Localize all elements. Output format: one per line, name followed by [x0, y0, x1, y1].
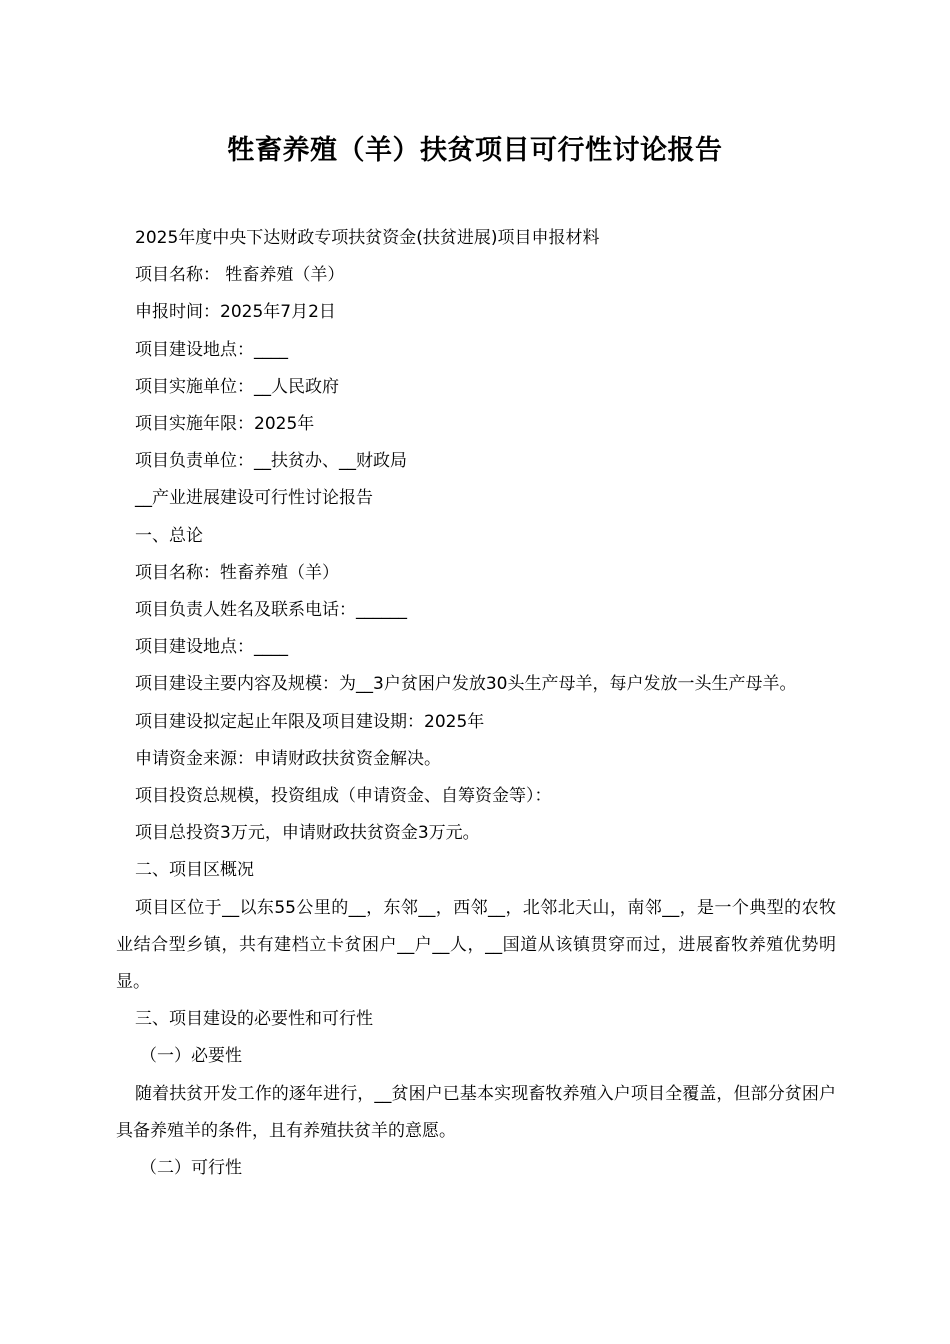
- paragraph-investment-scale: 项目投资总规模，投资组成（申请资金、自筹资金等）：: [135, 786, 552, 807]
- paragraph-implementation-period: 项目实施年限：2025年: [135, 414, 315, 435]
- subheading-feasibility: （二）可行性: [140, 1158, 242, 1179]
- paragraph-contact: 项目负责人姓名及联系电话：______: [135, 600, 407, 621]
- paragraph-necessity: 随着扶贫开发工作的逐年进行，__贫困户已基本实现畜牧养殖入户项目全覆盖，但部分贫困户具备养殖羊的条件，且有养殖扶贫羊的意愿。: [116, 1083, 836, 1141]
- document-body: [116, 220, 836, 1187]
- paragraph-report-subtitle: __产业进展建设可行性讨论报告: [135, 488, 373, 509]
- paragraph-implementing-unit: 项目实施单位：__人民政府: [135, 376, 339, 397]
- paragraph-funding-header: 2025年度中央下达财政专项扶贫资金(扶贫进展)项目申报材料: [135, 228, 600, 248]
- paragraph-report-date: 申报时间：2025年7月2日: [135, 302, 336, 323]
- paragraph-fund-source: 申请资金来源：申请财政扶贫资金解决。: [135, 748, 441, 769]
- paragraph-total-investment: 项目总投资3万元，申请财政扶贫资金3万元。: [135, 823, 480, 844]
- section-heading-necessity-feasibility: 三、项目建设的必要性和可行性: [135, 1009, 373, 1030]
- paragraph-construction-site-2: 项目建设地点：____: [135, 637, 288, 658]
- paragraph-area-description: 项目区位于__以东55公里的__，东邻__，西邻__，北邻北天山，南邻__，是一个典型的农牧业结合型乡镇，共有建档立卡贫困户__户__人，__国道从该镇贯穿而过，进展畜牧养殖优势明显。: [116, 897, 836, 993]
- document-title: 牲畜养殖（羊）扶贫项目可行性讨论报告: [227, 135, 723, 166]
- section-heading-area-overview: 二、项目区概况: [135, 860, 254, 881]
- section-heading-general: 一、总论: [135, 525, 203, 546]
- paragraph-project-name: 项目名称： 牲畜养殖（羊）: [135, 265, 345, 286]
- paragraph-construction-site: 项目建设地点：____: [135, 339, 288, 360]
- paragraph-responsible-unit: 项目负责单位：__扶贫办、__财政局: [135, 451, 407, 472]
- paragraph-project-name-2: 项目名称：牲畜养殖（羊）: [135, 562, 339, 583]
- paragraph-scope: 项目建设主要内容及规模：为__3户贫困户发放30头生产母羊，每户发放一头生产母羊。: [135, 674, 797, 695]
- paragraph-construction-period: 项目建设拟定起止年限及项目建设期：2025年: [135, 711, 485, 732]
- subheading-necessity: （一）必要性: [140, 1046, 242, 1067]
